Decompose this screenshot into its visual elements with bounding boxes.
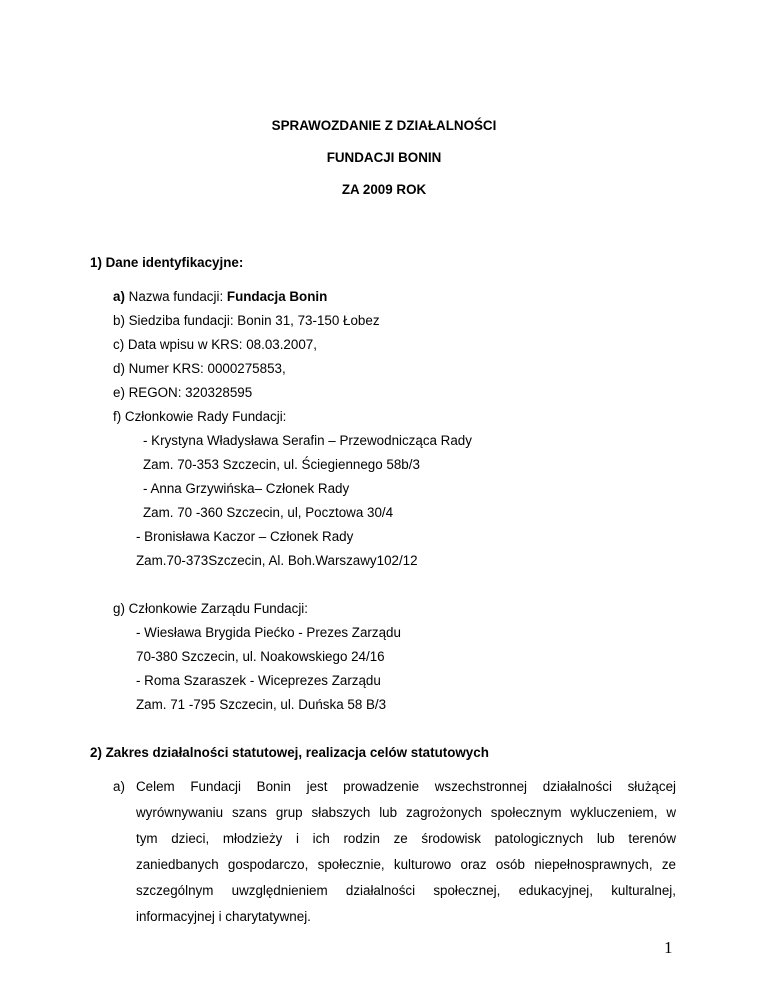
paragraph-line-1: Celem Fundacji Bonin jest prowadzenie wszechstronnej działalności służącej	[136, 779, 676, 794]
item-a	[113, 289, 327, 304]
item-a-label: Nazwa fundacji:	[124, 289, 227, 304]
rada-line-4: Zam. 70 -360 Szczecin, ul, Pocztowa 30/4	[143, 505, 394, 520]
page-number: 1	[664, 938, 673, 957]
title-line-2: FUNDACJI BONIN	[326, 150, 442, 165]
item-d: d) Numer KRS: 0000275853,	[113, 361, 286, 376]
item-g: g) Członkowie Zarządu Fundacji:	[113, 601, 308, 616]
rada-line-5: - Bronisława Kaczor – Członek Rady	[136, 529, 354, 544]
paragraph-line-2: wyrównywaniu szans grup słabszych lub zagrożonych społecznym wykluczeniem, w	[136, 805, 676, 820]
rada-line-1: - Krystyna Władysława Serafin – Przewodnicząca Rady	[143, 433, 472, 448]
item-e: e) REGON: 320328595	[113, 385, 253, 400]
item-a-value: Fundacja Bonin	[226, 289, 328, 304]
paragraph-line-6: informacyjnej i charytatywnej.	[136, 909, 311, 924]
rada-line-2: Zam. 70-353 Szczecin, ul. Ściegiennego 58b/3	[143, 457, 420, 472]
zarzad-line-3: - Roma Szaraszek - Wiceprezes Zarządu	[136, 673, 381, 688]
paragraph-line-3: tym dzieci, młodzieży i ich rodzin ze środowisk patologicznych lub terenów	[136, 831, 676, 846]
paragraph-line-4: zaniedbanych gospodarczo, społecznie, kulturowo oraz osób niepełnosprawnych, ze	[136, 857, 676, 872]
zarzad-line-2: 70-380 Szczecin, ul. Noakowskiego 24/16	[136, 649, 385, 664]
paragraph-line-5: szczególnym uwzględnieniem działalności społecznej, edukacyjnej, kulturalnej,	[136, 883, 676, 898]
item-b: b) Siedziba fundacji: Bonin 31, 73-150 Łobez	[113, 313, 380, 328]
section-1-heading: 1) Dane identyfikacyjne:	[90, 255, 244, 270]
zarzad-line-1: - Wiesława Brygida Piećko - Prezes Zarządu	[136, 625, 401, 640]
section-2-item-a-letter: a)	[113, 779, 125, 794]
title-line-1: SPRAWOZDANIE Z DZIAŁALNOŚCI	[271, 118, 497, 133]
section-2-heading: 2) Zakres działalności statutowej, realizacja celów statutowych	[90, 745, 489, 760]
title-line-3: ZA 2009 ROK	[341, 182, 427, 197]
rada-line-6: Zam.70-373Szczecin, Al. Boh.Warszawy102/12	[136, 553, 418, 568]
rada-line-3: - Anna Grzywińska– Członek Rady	[143, 481, 350, 496]
item-a-letter: a)	[113, 289, 125, 304]
item-c: c) Data wpisu w KRS: 08.03.2007,	[113, 337, 317, 352]
zarzad-line-4: Zam. 71 -795 Szczecin, ul. Duńska 58 B/3	[136, 697, 387, 712]
item-f: f) Członkowie Rady Fundacji:	[113, 409, 287, 424]
